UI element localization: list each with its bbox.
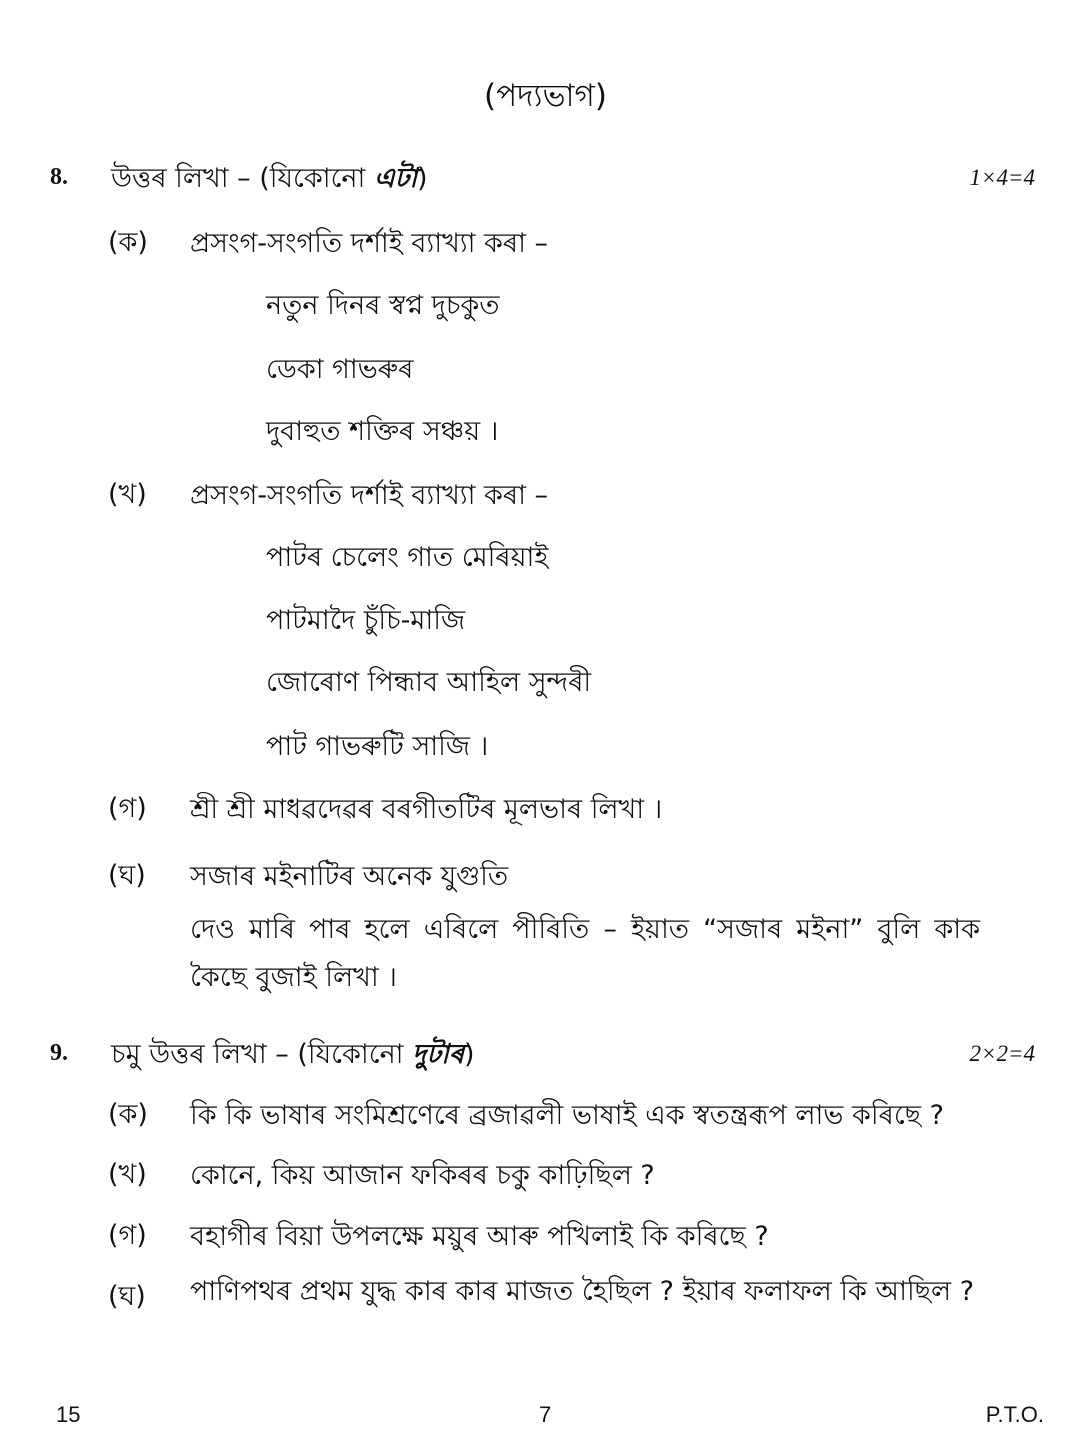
question-8-part-d-label: (ঘ) (108, 860, 146, 891)
question-8-prompt-emphasis: এটা (373, 163, 418, 194)
question-8-part-a-text: প্ৰসংগ-সংগতি দৰ্শাই ব্যাখ্যা কৰা – (190, 228, 549, 259)
question-8-part-a-label: (ক) (108, 227, 148, 258)
question-9-part-b-text: কোনে, কিয় আজান ফকিৰৰ চকু কাঢ়িছিল ? (190, 1160, 655, 1191)
question-8-part-a-line-3: দুবাহুত শক্তিৰ সঞ্চয় । (266, 416, 499, 447)
question-9-prompt (111, 1034, 475, 1079)
question-9-marks: 2×2=4 (969, 1041, 1035, 1066)
footer-page-number: 7 (539, 1402, 552, 1427)
section-title: (পদ্যভাগ) (484, 78, 607, 114)
question-8-number: 8. (50, 164, 68, 190)
question-8-prompt-suffix: ) (417, 163, 428, 194)
question-9-prompt-emphasis: দুটাৰ (412, 1039, 465, 1070)
question-9-part-d-label: (ঘ) (108, 1281, 146, 1312)
question-8-part-b-text: প্ৰসংগ-সংগতি দৰ্শাই ব্যাখ্যা কৰা – (190, 480, 549, 511)
question-9-prompt-prefix: চমু উত্তৰ লিখা – (যিকোনো (111, 1039, 413, 1070)
question-8-prompt-prefix: উত্তৰ লিখা – (যিকোনো (111, 163, 374, 194)
question-8-part-b-line-1: পাটৰ চেলেং গাত মেৰিয়াই (266, 542, 549, 573)
question-8-prompt (111, 158, 428, 203)
question-9-number: 9. (50, 1040, 68, 1066)
question-8-part-d-continuation: দেও মাৰি পাৰ হলে এৰিলে পীৰিতি – ইয়াত “সজাৰ মইনা” বুলি কাক কৈছে বুজাই লিখা । (190, 914, 980, 993)
question-8-part-d-text: সজাৰ মইনাটিৰ অনেক যুগুতি (190, 861, 509, 892)
question-8-part-c-label: (গ) (108, 793, 147, 824)
question-8-part-a-line-1: নতুন দিনৰ স্বপ্ন দুচকুত (266, 290, 500, 321)
question-9-prompt-suffix: ) (464, 1039, 475, 1070)
question-9-part-c-label: (গ) (108, 1220, 147, 1251)
question-8-part-a-line-2: ডেকা গাভৰুৰ (266, 354, 414, 385)
question-8-part-b-line-4: পাট গাভৰুটি সাজি । (266, 731, 489, 762)
question-9-part-c-text: বহাগীৰ বিয়া উপলক্ষে ময়ুৰ আৰু পখিলাই কি কৰিছে ? (190, 1221, 769, 1252)
question-8-part-c-text: শ্ৰী শ্ৰী মাধৱদেৱৰ বৰগীতটিৰ মূলভাৰ লিখা । (190, 794, 663, 825)
footer-pto: P.T.O. (985, 1402, 1044, 1427)
footer-code: 15 (56, 1402, 81, 1427)
question-9-part-d-text: পাণিপথৰ প্ৰথম যুদ্ধ কাৰ কাৰ মাজত হৈছিল ? ইয়াৰ ফলাফল কি আছিল ? (190, 1276, 975, 1307)
question-9-part-a-label: (ক) (108, 1099, 148, 1130)
question-8-part-b-label: (খ) (108, 479, 147, 510)
question-9-part-b-label: (খ) (108, 1159, 147, 1190)
question-8-marks: 1×4=4 (969, 165, 1035, 190)
question-8-part-b-line-2: পাটমাদৈ চুঁচি-মাজি (266, 605, 466, 636)
question-9-part-a-text: কি কি ভাষাৰ সংমিশ্ৰণেৰে ব্ৰজাৱলী ভাষাই এক স্বতন্ত্ৰৰূপ লাভ কৰিছে ? (190, 1100, 944, 1131)
question-8-part-b-line-3: জোৰোণ পিন্ধাব আহিল সুন্দৰী (266, 667, 592, 698)
